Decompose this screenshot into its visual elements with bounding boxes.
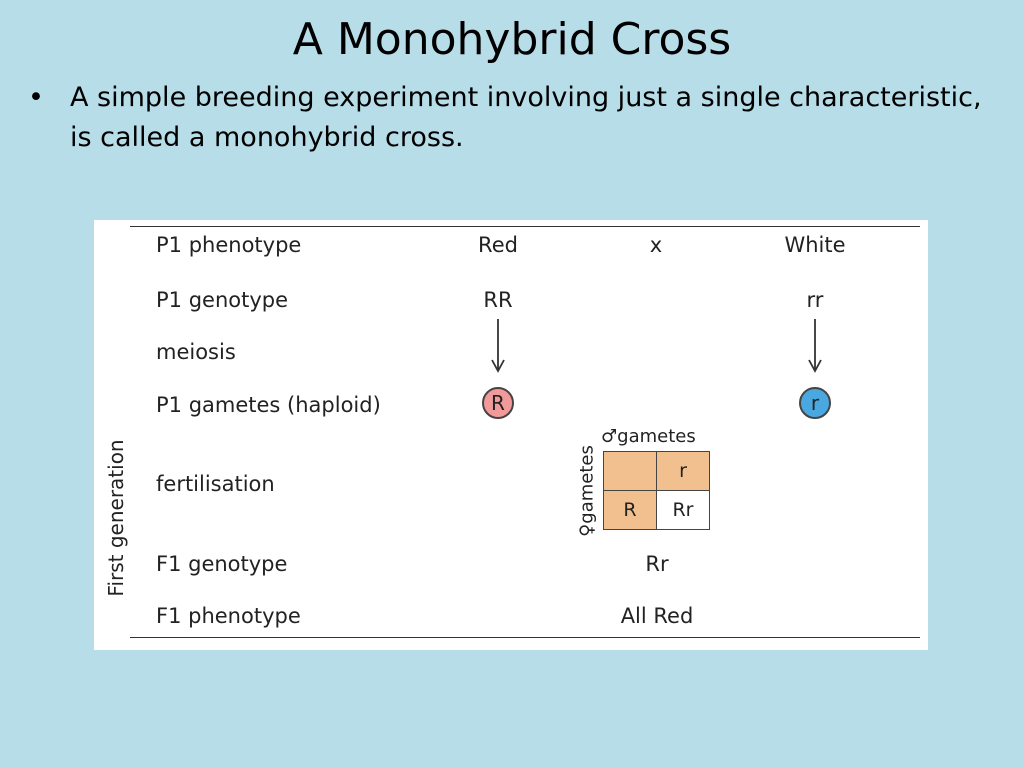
row-label-p1-genotype: P1 genotype (156, 288, 289, 312)
bullet-point (28, 78, 998, 158)
bullet-text: A simple breeding experiment involving just a single characteristic, is called a monohybrid cross. (70, 82, 982, 153)
punnett-male-gamete-cell: r (657, 452, 710, 491)
right-parent-genotype: rr (806, 288, 824, 312)
left-parent-genotype: RR (483, 288, 513, 312)
f1-phenotype-value: All Red (620, 604, 694, 628)
right-gamete-circle: r (799, 387, 831, 419)
slide-title: A Monohybrid Cross (292, 14, 732, 65)
bullet-dot: • (28, 82, 44, 113)
first-generation-label: First generation (104, 439, 128, 597)
left-meiosis-arrow (491, 319, 505, 373)
left-gamete-circle: R (482, 387, 514, 419)
male-gametes-label: ♂gametes (601, 426, 696, 447)
monohybrid-cross-figure (94, 220, 928, 650)
f1-genotype-value: Rr (645, 552, 669, 576)
top-rule (130, 226, 920, 227)
row-label-p1-gametes: P1 gametes (haploid) (156, 393, 381, 417)
right-parent-phenotype: White (784, 233, 846, 257)
right-meiosis-arrow (808, 319, 822, 373)
row-label-p1-phenotype: P1 phenotype (156, 233, 302, 257)
female-gametes-label: ♀gametes (576, 445, 598, 537)
row-label-fertilisation: fertilisation (156, 472, 275, 496)
row-label-f1-genotype: F1 genotype (156, 552, 288, 576)
row-label-f1-phenotype: F1 phenotype (156, 604, 301, 628)
bottom-rule (130, 637, 920, 638)
punnett-square (603, 451, 710, 530)
cross-symbol: x (649, 233, 663, 257)
punnett-female-gamete-cell: R (604, 491, 657, 530)
punnett-offspring-cell: Rr (657, 491, 710, 530)
row-label-meiosis: meiosis (156, 340, 236, 364)
left-parent-phenotype: Red (478, 233, 518, 257)
punnett-corner-cell (604, 452, 657, 491)
